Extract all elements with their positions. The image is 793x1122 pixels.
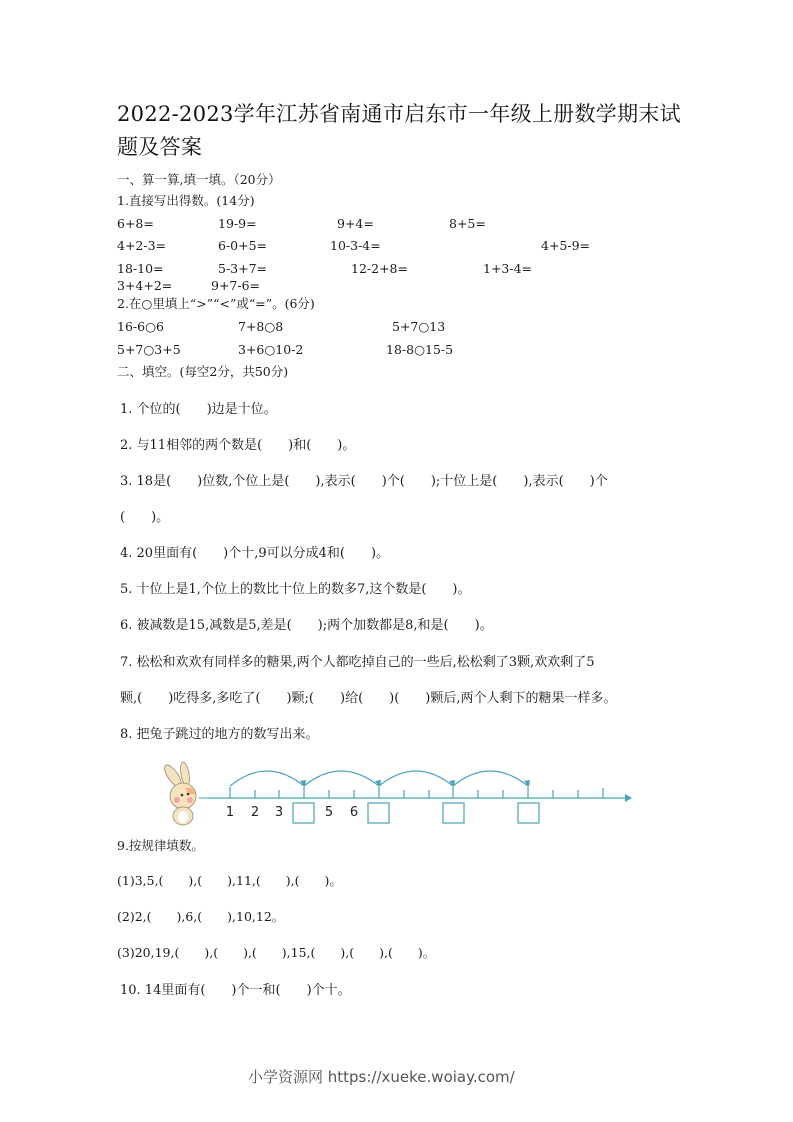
footer-watermark: 小学资源网 https://xueke.woiay.com/ (248, 1068, 515, 1086)
tick-label-2: 2 (250, 805, 260, 820)
compare-item: 7+8○8 (238, 319, 284, 334)
calc-item: 6+8= (117, 216, 154, 231)
fill-item: 3. 18是( )位数,个位上是( ),表示( )个( );十位上是( ),表示( )个 (120, 474, 608, 489)
fill-item: 8. 把兔子跳过的地方的数写出来。 (120, 727, 319, 742)
page-title: 2022-2023学年江苏省南通市启东市一年级上册数学期末试题及答案 (117, 102, 681, 159)
answer-box (443, 803, 464, 823)
compare-item: 5+7○13 (392, 319, 446, 334)
fill-item: 6. 被减数是15,减数是5,差是( );两个加数都是8,和是( )。 (120, 618, 493, 633)
tick-label-5: 5 (324, 805, 334, 820)
q1-heading: 1.直接写出得数。(14分) (117, 193, 255, 208)
calc-item: 5-3+7= (218, 261, 268, 276)
tick-label-3: 3 (274, 805, 284, 820)
calc-item: 18-10= (117, 261, 164, 276)
fill-item: 10. 14里面有( )个一和( )个十。 (120, 983, 351, 998)
calc-item: 4+5-9= (541, 238, 591, 253)
tick-label-1: 1 (225, 805, 235, 820)
compare-item: 16-6○6 (117, 319, 164, 334)
pattern-item: (2)2,( ),6,( ),10,12。 (117, 909, 285, 924)
calc-item: 9+4= (337, 216, 374, 231)
number-line-figure (155, 758, 635, 828)
pattern-item: (3)20,19,( ),( ),( ),15,( ),( ),( )。 (117, 945, 436, 960)
compare-item: 3+6○10-2 (238, 342, 304, 357)
number-line-svg (155, 758, 635, 828)
section1-heading: 一、算一算,填一填。（20分） (117, 172, 281, 187)
calc-item: 9+7-6= (211, 278, 261, 293)
calc-item: 10-3-4= (330, 238, 381, 253)
answer-box (368, 803, 389, 823)
calc-item: 4+2-3= (117, 238, 167, 253)
calc-item: 19-9= (218, 216, 257, 231)
calc-item: 8+5= (449, 216, 486, 231)
fill-item: 颗,( )吃得多,多吃了( )颗;( )给( )( )颗后,两个人剩下的糖果一样多。 (120, 691, 617, 706)
tick-label-6: 6 (349, 805, 359, 820)
calc-item: 6-0+5= (218, 238, 268, 253)
fill-item: 2. 与11相邻的两个数是( )和( )。 (120, 438, 356, 453)
answer-box (518, 803, 539, 823)
fill-item: 7. 松松和欢欢有同样多的糖果,两个人都吃掉自己的一些后,松松剩了3颗,欢欢剩了5 (120, 655, 595, 670)
fill-item: 5. 十位上是1,个位上的数比十位上的数多7,这个数是( )。 (120, 582, 471, 597)
calc-item: 1+3-4= (483, 261, 533, 276)
q2-heading: 2.在○里填上“>”“<”或“=”。(6分) (117, 296, 315, 311)
rabbit-icon (161, 761, 207, 825)
answer-box (293, 803, 314, 823)
compare-item: 5+7○3+5 (117, 342, 181, 357)
fill-item: ( )。 (120, 510, 170, 525)
section2-heading: 二、填空。(每空2分，共50分) (117, 364, 289, 379)
fill-item: 4. 20里面有( )个十,9可以分成4和( )。 (120, 546, 390, 561)
compare-item: 18-8○15-5 (386, 342, 454, 357)
fill-item: 1. 个位的( )边是十位。 (120, 402, 277, 417)
calc-item: 3+4+2= (117, 278, 173, 293)
calc-item: 12-2+8= (351, 261, 408, 276)
q9-heading: 9.按规律填数。 (117, 838, 204, 853)
pattern-item: (1)3,5,( ),( ),11,( ),( )。 (117, 873, 342, 888)
